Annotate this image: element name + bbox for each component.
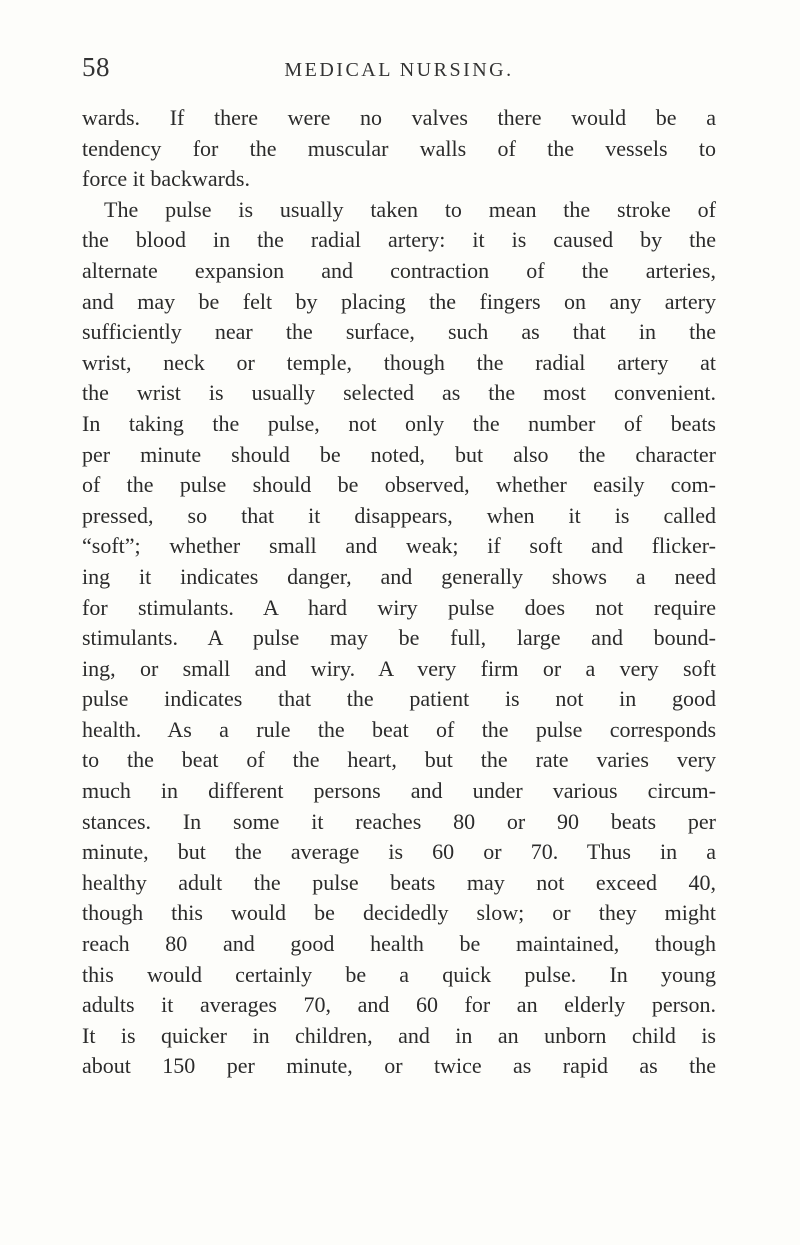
text-line: stances. In some it reaches 80 or 90 beats per <box>82 808 716 834</box>
text-line: the blood in the radial artery: it is caused by the <box>82 227 716 253</box>
text-line: ing, or small and wiry. A very firm or a very soft <box>82 655 716 681</box>
text-line: this would certainly be a quick pulse. In young <box>82 961 716 987</box>
text-line: per minute should be noted, but also the character <box>82 441 716 467</box>
text-line: pulse indicates that the patient is not in good <box>82 686 716 712</box>
text-line: health. As a rule the beat of the pulse corresponds <box>82 716 716 742</box>
text-line: wrist, neck or temple, though the radial artery at <box>82 349 716 375</box>
page-header <box>82 52 716 92</box>
text-line: minute, but the average is 60 or 70. Thus in a <box>82 839 716 865</box>
body-text <box>82 103 716 1082</box>
text-line: sufficiently near the surface, such as that in the <box>82 319 716 345</box>
text-line: pressed, so that it disappears, when it is called <box>82 502 716 528</box>
text-line: alternate expansion and contraction of the arteries, <box>82 257 716 283</box>
text-line: healthy adult the pulse beats may not exceed 40, <box>82 869 716 895</box>
text-line: force it backwards. <box>82 166 250 192</box>
text-line: for stimulants. A hard wiry pulse does not require <box>82 594 716 620</box>
text-line: In taking the pulse, not only the number of beats <box>82 410 716 436</box>
text-line: about 150 per minute, or twice as rapid as the <box>82 1053 716 1079</box>
text-line: “soft”; whether small and weak; if soft and flicker- <box>82 533 716 559</box>
text-line: It is quicker in children, and in an unborn child is <box>82 1022 716 1048</box>
text-line: and may be felt by placing the fingers on any artery <box>82 288 716 314</box>
text-line: though this would be decidedly slow; or they might <box>82 900 716 926</box>
text-line: reach 80 and good health be maintained, though <box>82 931 716 957</box>
text-line: ing it indicates danger, and generally shows a need <box>82 563 716 589</box>
text-line: much in different persons and under various circum- <box>82 778 716 804</box>
text-line: tendency for the muscular walls of the vessels to <box>82 135 716 161</box>
text-line: of the pulse should be observed, whether easily com- <box>82 472 716 498</box>
text-line: to the beat of the heart, but the rate varies very <box>82 747 716 773</box>
text-line: the wrist is usually selected as the most convenient. <box>82 380 716 406</box>
text-line: stimulants. A pulse may be full, large and bound- <box>82 625 716 651</box>
running-head: MEDICAL NURSING. <box>284 59 514 81</box>
page-number: 58 <box>82 52 110 82</box>
text-line: wards. If there were no valves there would be a <box>82 105 716 130</box>
text-line: The pulse is usually taken to mean the stroke of <box>104 196 716 222</box>
text-line: adults it averages 70, and 60 for an elderly person. <box>82 992 716 1018</box>
